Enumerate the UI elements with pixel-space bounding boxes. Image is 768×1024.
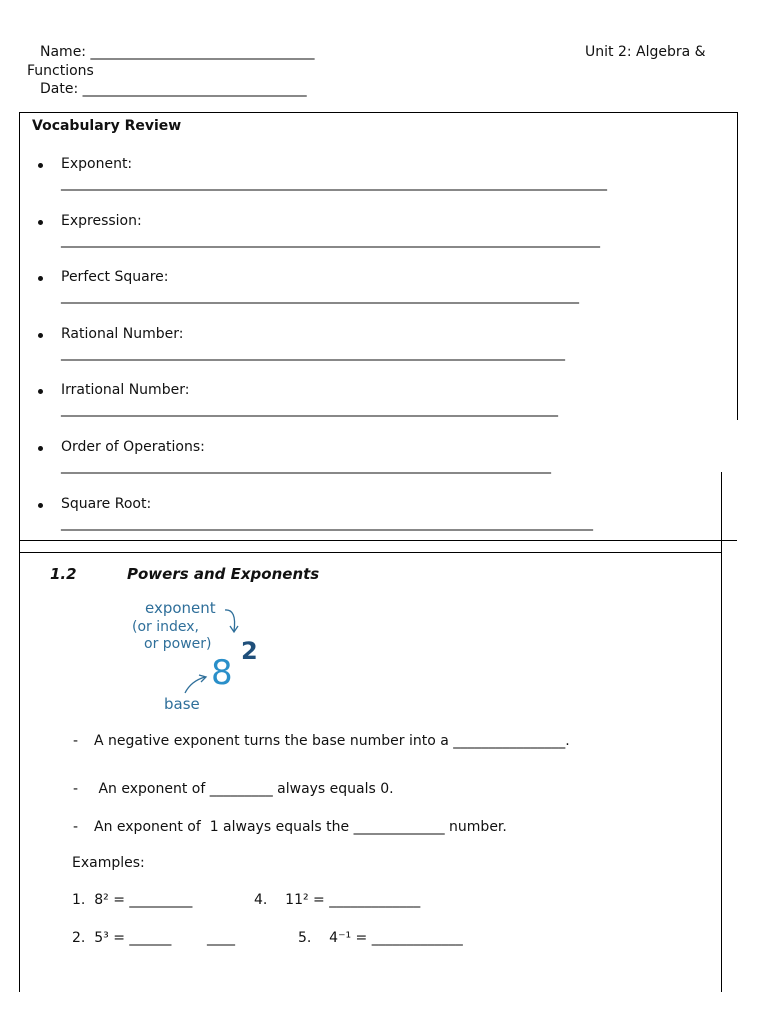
examples-label: Examples: [72, 855, 145, 871]
date-field[interactable]: Date: ________________________________ [40, 81, 307, 97]
vocab-title: Vocabulary Review [32, 118, 182, 134]
diagram-exponent-label: exponent [145, 599, 216, 617]
vocab-term: Rational Number: [61, 326, 184, 342]
vocab-term: Order of Operations: [61, 439, 205, 455]
example-2-extra-line[interactable]: ____ [207, 930, 235, 946]
bullet-icon [38, 389, 43, 394]
name-field[interactable]: Name: ________________________________ [40, 44, 315, 60]
bullet-icon [38, 163, 43, 168]
bullet-icon [38, 276, 43, 281]
point-negative-exponent: A negative exponent turns the base number into a ________________. [94, 733, 570, 749]
section-divider-1 [19, 540, 737, 541]
point-dash: - [73, 819, 79, 835]
diagram-base-number: 8 [211, 653, 233, 693]
vocab-term: Perfect Square: [61, 269, 169, 285]
section-number: 1.2 [50, 565, 77, 583]
vocab-term: Irrational Number: [61, 382, 190, 398]
vocab-term: Square Root: [61, 496, 152, 512]
arrow-icon [125, 595, 285, 720]
bullet-icon [38, 446, 43, 451]
vocab-box-top [19, 112, 738, 113]
vocab-answer-line[interactable]: __________________________________________________________________________ [61, 288, 579, 304]
vocab-box-right-lower [721, 472, 722, 992]
bullet-icon [38, 333, 43, 338]
vocab-answer-line[interactable]: ____________________________________________________________________________ [61, 515, 593, 531]
example-5[interactable]: 5. 4⁻¹ = _____________ [298, 930, 463, 946]
vocab-answer-line[interactable]: _______________________________________________________________________ [61, 401, 558, 417]
vocab-term: Expression: [61, 213, 142, 229]
point-dash: - [73, 733, 79, 749]
vocab-box-right-upper [737, 112, 738, 420]
vocab-answer-line[interactable]: _____________________________________________________________________________ [61, 232, 600, 248]
point-one-exponent: An exponent of 1 always equals the _____________ number. [94, 819, 507, 835]
point-zero-exponent: An exponent of _________ always equals 0. [94, 781, 394, 797]
diagram-power-label: or power) [144, 636, 212, 652]
exponent-diagram [125, 595, 285, 720]
example-4[interactable]: 4. 11² = _____________ [254, 892, 421, 908]
vocab-answer-line[interactable]: ________________________________________________________________________ [61, 345, 565, 361]
point-dash: - [73, 781, 79, 797]
vocab-term: Exponent: [61, 156, 133, 172]
vocab-answer-line[interactable]: ______________________________________________________________________ [61, 458, 551, 474]
diagram-exponent-number: 2 [241, 637, 258, 665]
bullet-icon [38, 503, 43, 508]
diagram-base-label: base [164, 695, 200, 713]
vocab-answer-line[interactable]: ______________________________________________________________________________ [61, 175, 607, 191]
example-1[interactable]: 1. 8² = _________ [72, 892, 193, 908]
unit-title-continued: Functions [27, 63, 94, 79]
unit-title: Unit 2: Algebra & [585, 44, 706, 60]
diagram-index-label: (or index, [132, 619, 199, 635]
bullet-icon [38, 220, 43, 225]
section-divider-2 [19, 552, 721, 553]
section-title: Powers and Exponents [127, 565, 320, 583]
example-2[interactable]: 2. 5³ = ______ [72, 930, 172, 946]
